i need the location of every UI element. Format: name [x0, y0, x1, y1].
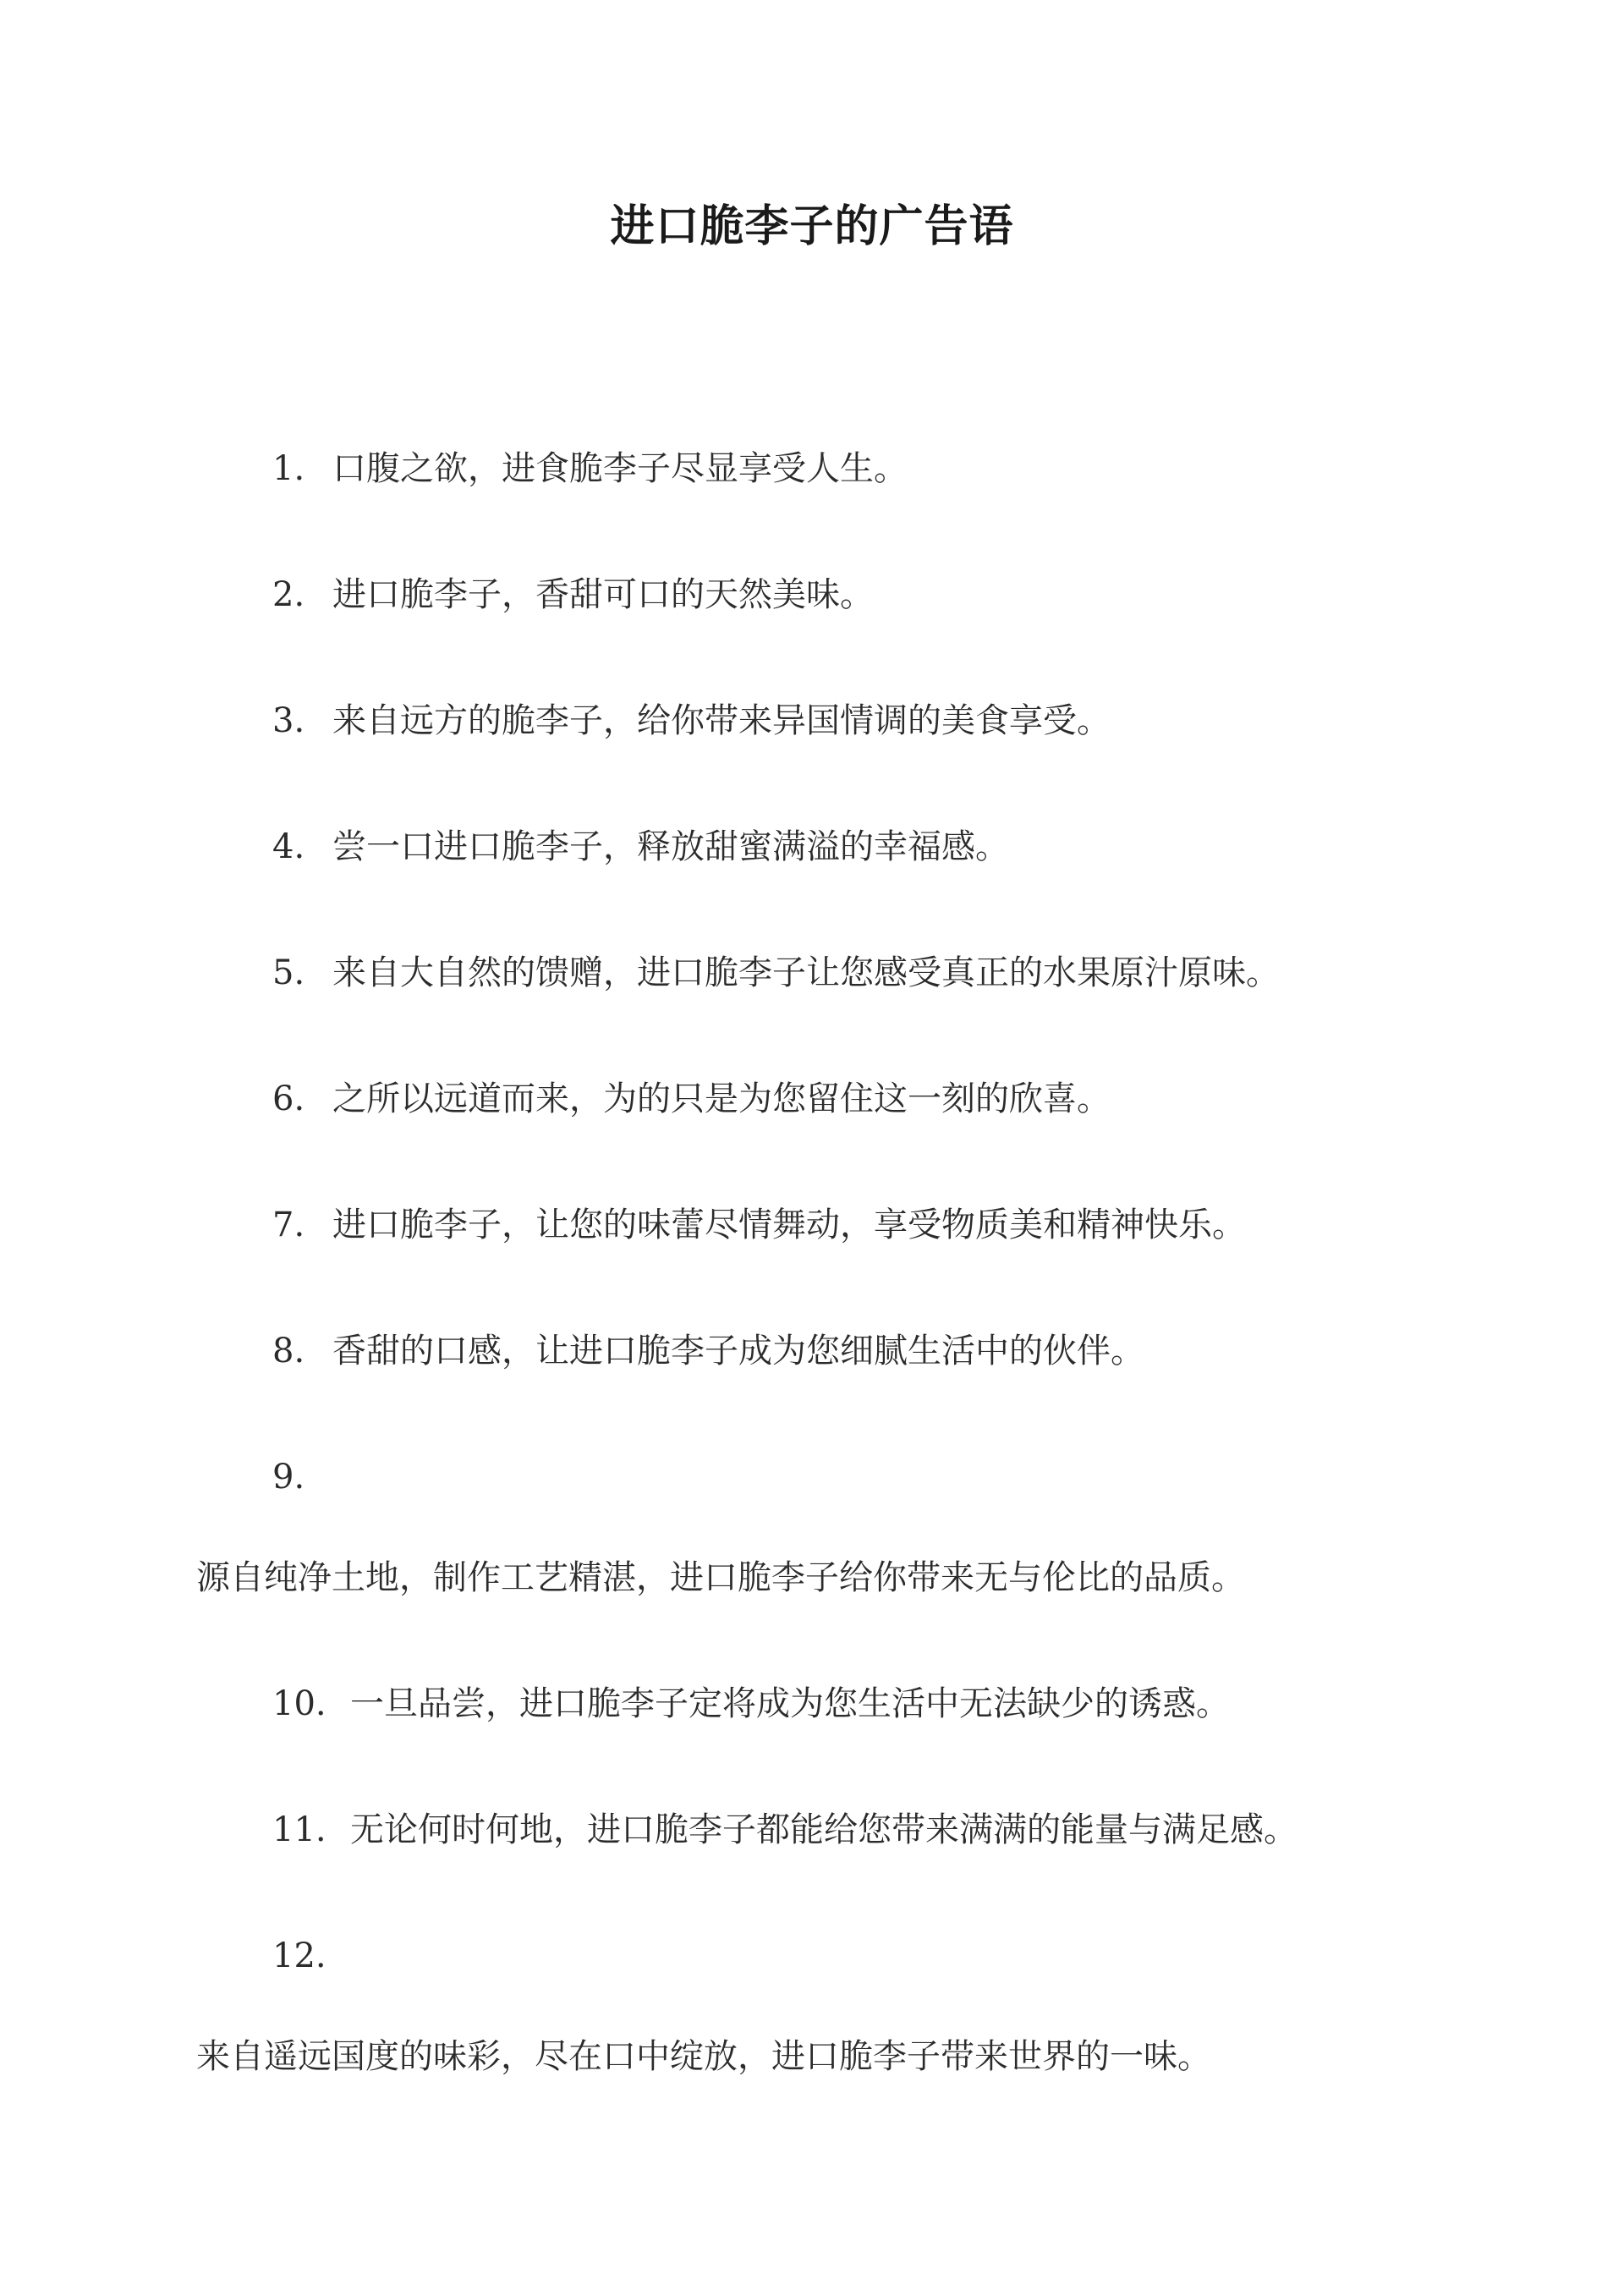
item-number: 2. [272, 575, 305, 614]
item-text: 进口脆李子，让您的味蕾尽情舞动，享受物质美和精神快乐。 [332, 1206, 1246, 1244]
item-number: 7. [272, 1206, 305, 1244]
item-number: 8. [272, 1332, 305, 1370]
item-text: 一旦品尝，进口脆李子定将成为您生活中无法缺少的诱惑。 [350, 1684, 1230, 1723]
item-number: 5. [272, 953, 305, 992]
item-number: 10. [272, 1684, 326, 1723]
document-title: 进口脆李子的广告语 [610, 200, 1014, 252]
item-number: 12. [272, 1936, 326, 1975]
item-number: 11. [272, 1810, 326, 1849]
item-number: 3. [272, 701, 305, 740]
item-number: 4. [272, 827, 305, 866]
item-text: 之所以远道而来，为的只是为您留住这一刻的欣喜。 [332, 1079, 1111, 1118]
item-text: 无论何时何地，进口脆李子都能给您带来满满的能量与满足感。 [350, 1810, 1298, 1849]
item-number: 1. [272, 449, 305, 488]
item-text: 来自远方的脆李子，给你带来异国情调的美食享受。 [332, 701, 1111, 740]
item-number: 6. [272, 1079, 305, 1118]
item-text-wrapped: 来自遥远国度的味彩，尽在口中绽放，进口脆李子带来世界的一味。 [196, 2037, 1211, 2076]
item-text: 尝一口进口脆李子，释放甜蜜满溢的幸福感。 [332, 827, 1009, 866]
item-text: 香甜的口感，让进口脆李子成为您细腻生活中的伙伴。 [332, 1332, 1144, 1370]
item-text: 口腹之欲，进食脆李子尽显享受人生。 [332, 449, 908, 488]
item-number: 9. [272, 1458, 305, 1497]
item-text-wrapped: 源自纯净土地，制作工艺精湛，进口脆李子给你带来无与伦比的品质。 [196, 1558, 1245, 1597]
item-text: 来自大自然的馈赠，进口脆李子让您感受真正的水果原汁原味。 [332, 953, 1280, 992]
item-text: 进口脆李子，香甜可口的天然美味。 [332, 575, 874, 614]
